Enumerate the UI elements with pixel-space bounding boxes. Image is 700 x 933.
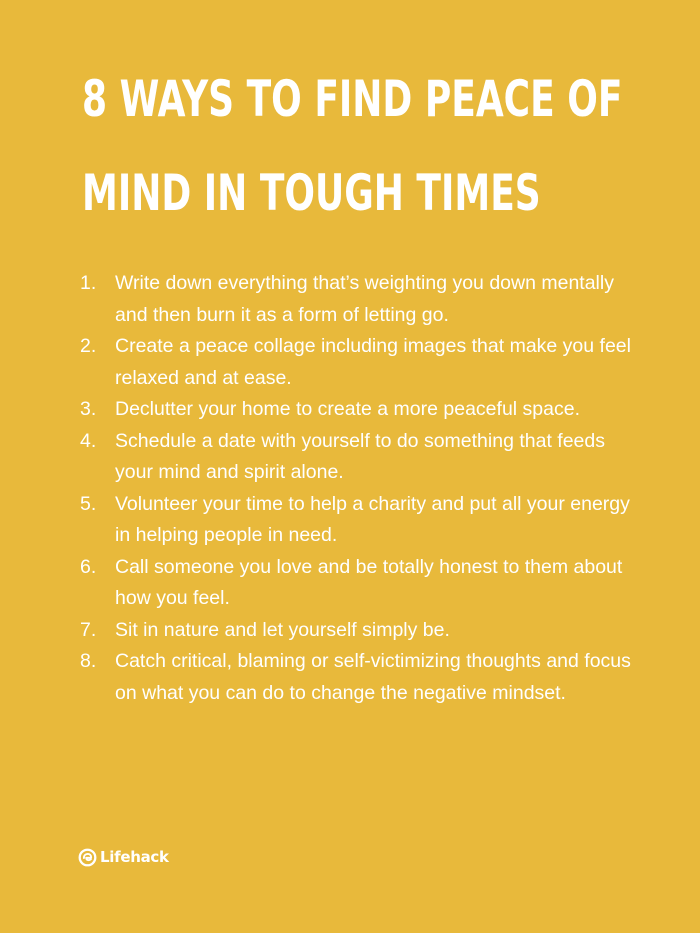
list-item [80, 489, 640, 552]
list-item-text: Declutter your home to create a more peaceful space. [115, 398, 580, 420]
list-item-number: 5. [80, 492, 97, 515]
list-item-text: Create a peace collage including images that make you feel relaxed and at ease. [115, 335, 631, 389]
list-item-text: Volunteer your time to help a charity and put all your energy in helping people in need. [115, 492, 630, 546]
list-item [80, 331, 640, 394]
list-item [80, 394, 640, 426]
list-item-text: Catch critical, blaming or self-victimizing thoughts and focus on what you can do to change the negative mindset. [115, 650, 631, 704]
list-item-number: 7. [80, 618, 97, 641]
title-line-2: MIND IN TOUGH TIMES [82, 164, 541, 222]
list-item-number: 4. [80, 429, 97, 452]
brand-name: Lifehack [100, 848, 169, 866]
list-item-number: 6. [80, 555, 97, 578]
list-item [80, 426, 640, 489]
list-item-number: 1. [80, 272, 97, 294]
list-item-text: Call someone you love and be totally honest to them about how you feel. [115, 555, 623, 609]
list-item-text: Sit in nature and let yourself simply be. [115, 618, 450, 641]
list-item [80, 268, 640, 331]
brand-logo [78, 845, 169, 869]
list-item-number: 2. [80, 335, 97, 357]
list-item-number: 8. [80, 650, 97, 672]
list-item [80, 615, 640, 647]
tips-list [80, 268, 640, 709]
page-title [82, 70, 672, 262]
list-item-text: Schedule a date with yourself to do something that feeds your mind and spirit alone. [115, 429, 605, 483]
list-item-text: Write down everything that’s weighting you down mentally and then burn it as a form of letting go. [115, 272, 614, 326]
list-item [80, 552, 640, 615]
title-line-1: 8 WAYS TO FIND PEACE OF [82, 70, 623, 128]
list-item-number: 3. [80, 398, 97, 420]
lifehack-logo-icon [78, 848, 97, 867]
list-item [80, 646, 640, 709]
